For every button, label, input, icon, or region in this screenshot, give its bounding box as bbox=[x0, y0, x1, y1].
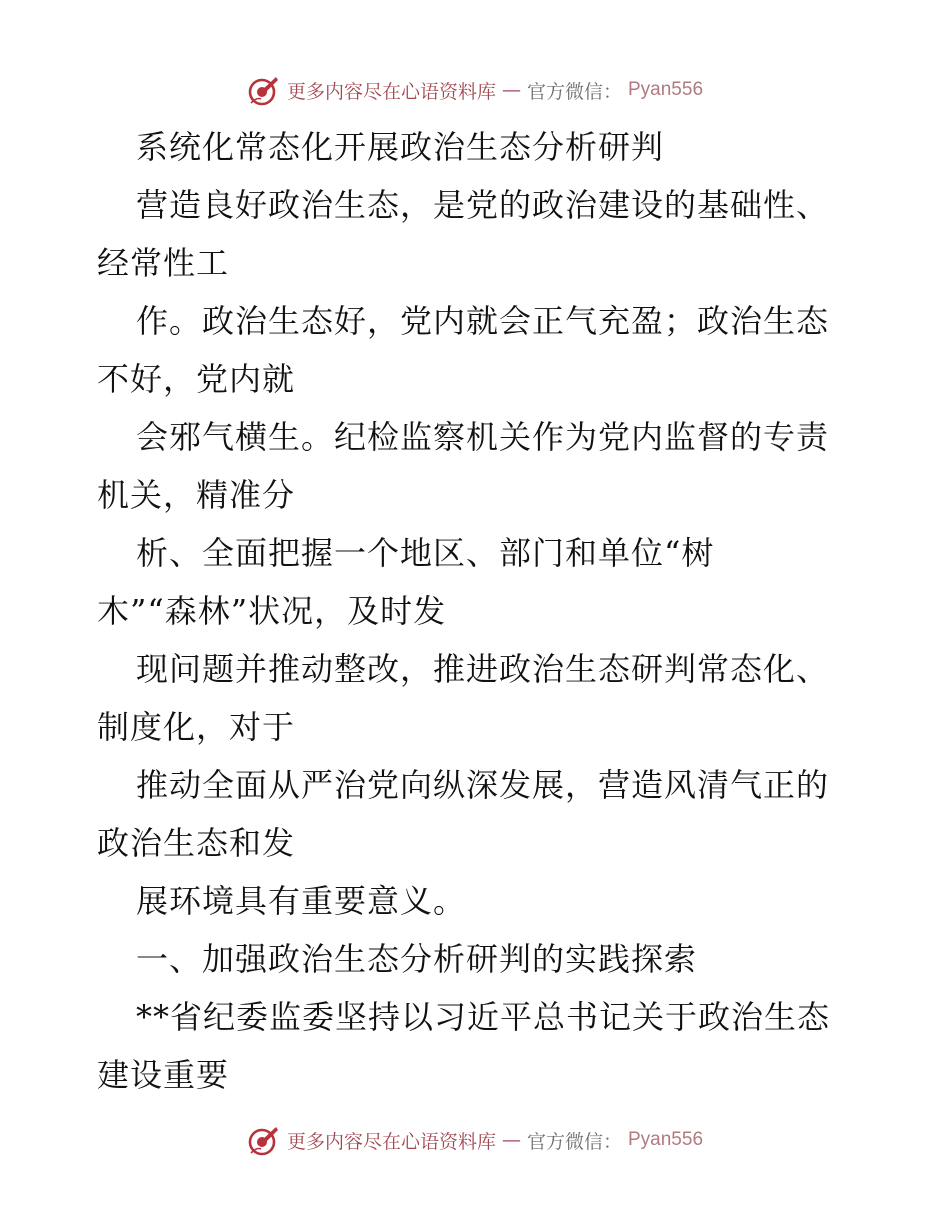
paragraph-line: 木”“森林”状况，及时发 bbox=[97, 592, 447, 630]
header-banner bbox=[0, 70, 950, 110]
pen-nib-logo-icon bbox=[247, 1123, 281, 1157]
pen-nib-logo-icon bbox=[247, 73, 281, 107]
paragraph-line: 制度化，对于 bbox=[97, 708, 296, 746]
banner-site-name: 更多内容尽在心语资料库 bbox=[286, 1130, 496, 1153]
paragraph-line: 经常性工 bbox=[97, 244, 230, 282]
paragraph-line: 会邪气横生。纪检监察机关作为党内监督的专责 bbox=[136, 418, 830, 456]
banner-site-name: 更多内容尽在心语资料库 bbox=[286, 80, 496, 103]
banner-wechat-label: 官方微信： bbox=[526, 80, 622, 103]
banner-wechat-id: Pyan556 bbox=[628, 1129, 704, 1150]
banner-dash: — bbox=[501, 79, 521, 101]
paragraph-line: 建设重要 bbox=[97, 1056, 230, 1094]
document-title: 系统化常态化开展政治生态分析研判 bbox=[136, 128, 665, 166]
paragraph-line: 政治生态和发 bbox=[97, 824, 296, 862]
paragraph-line: 现问题并推动整改，推进政治生态研判常态化、 bbox=[136, 650, 830, 688]
paragraph-line: 一、加强政治生态分析研判的实践探索 bbox=[136, 940, 698, 978]
paragraph-line: 营造良好政治生态，是党的政治建设的基础性、 bbox=[136, 186, 830, 224]
banner-wechat-id: Pyan556 bbox=[628, 79, 704, 100]
footer-banner bbox=[0, 1120, 950, 1160]
banner-dash: — bbox=[501, 1129, 521, 1151]
paragraph-line: 推动全面从严治党向纵深发展，营造风清气正的 bbox=[136, 766, 830, 804]
paragraph-line: **省纪委监委坚持以习近平总书记关于政治生态 bbox=[136, 998, 831, 1036]
paragraph-line: 不好，党内就 bbox=[97, 360, 296, 398]
banner-wechat-label: 官方微信： bbox=[526, 1130, 622, 1153]
paragraph-line: 机关，精准分 bbox=[97, 476, 296, 514]
paragraph-line: 作。政治生态好，党内就会正气充盈；政治生态 bbox=[136, 302, 830, 340]
document-body bbox=[97, 118, 857, 1104]
paragraph-line: 展环境具有重要意义。 bbox=[136, 882, 467, 920]
paragraph-line: 析、全面把握一个地区、部门和单位“树 bbox=[136, 534, 715, 572]
